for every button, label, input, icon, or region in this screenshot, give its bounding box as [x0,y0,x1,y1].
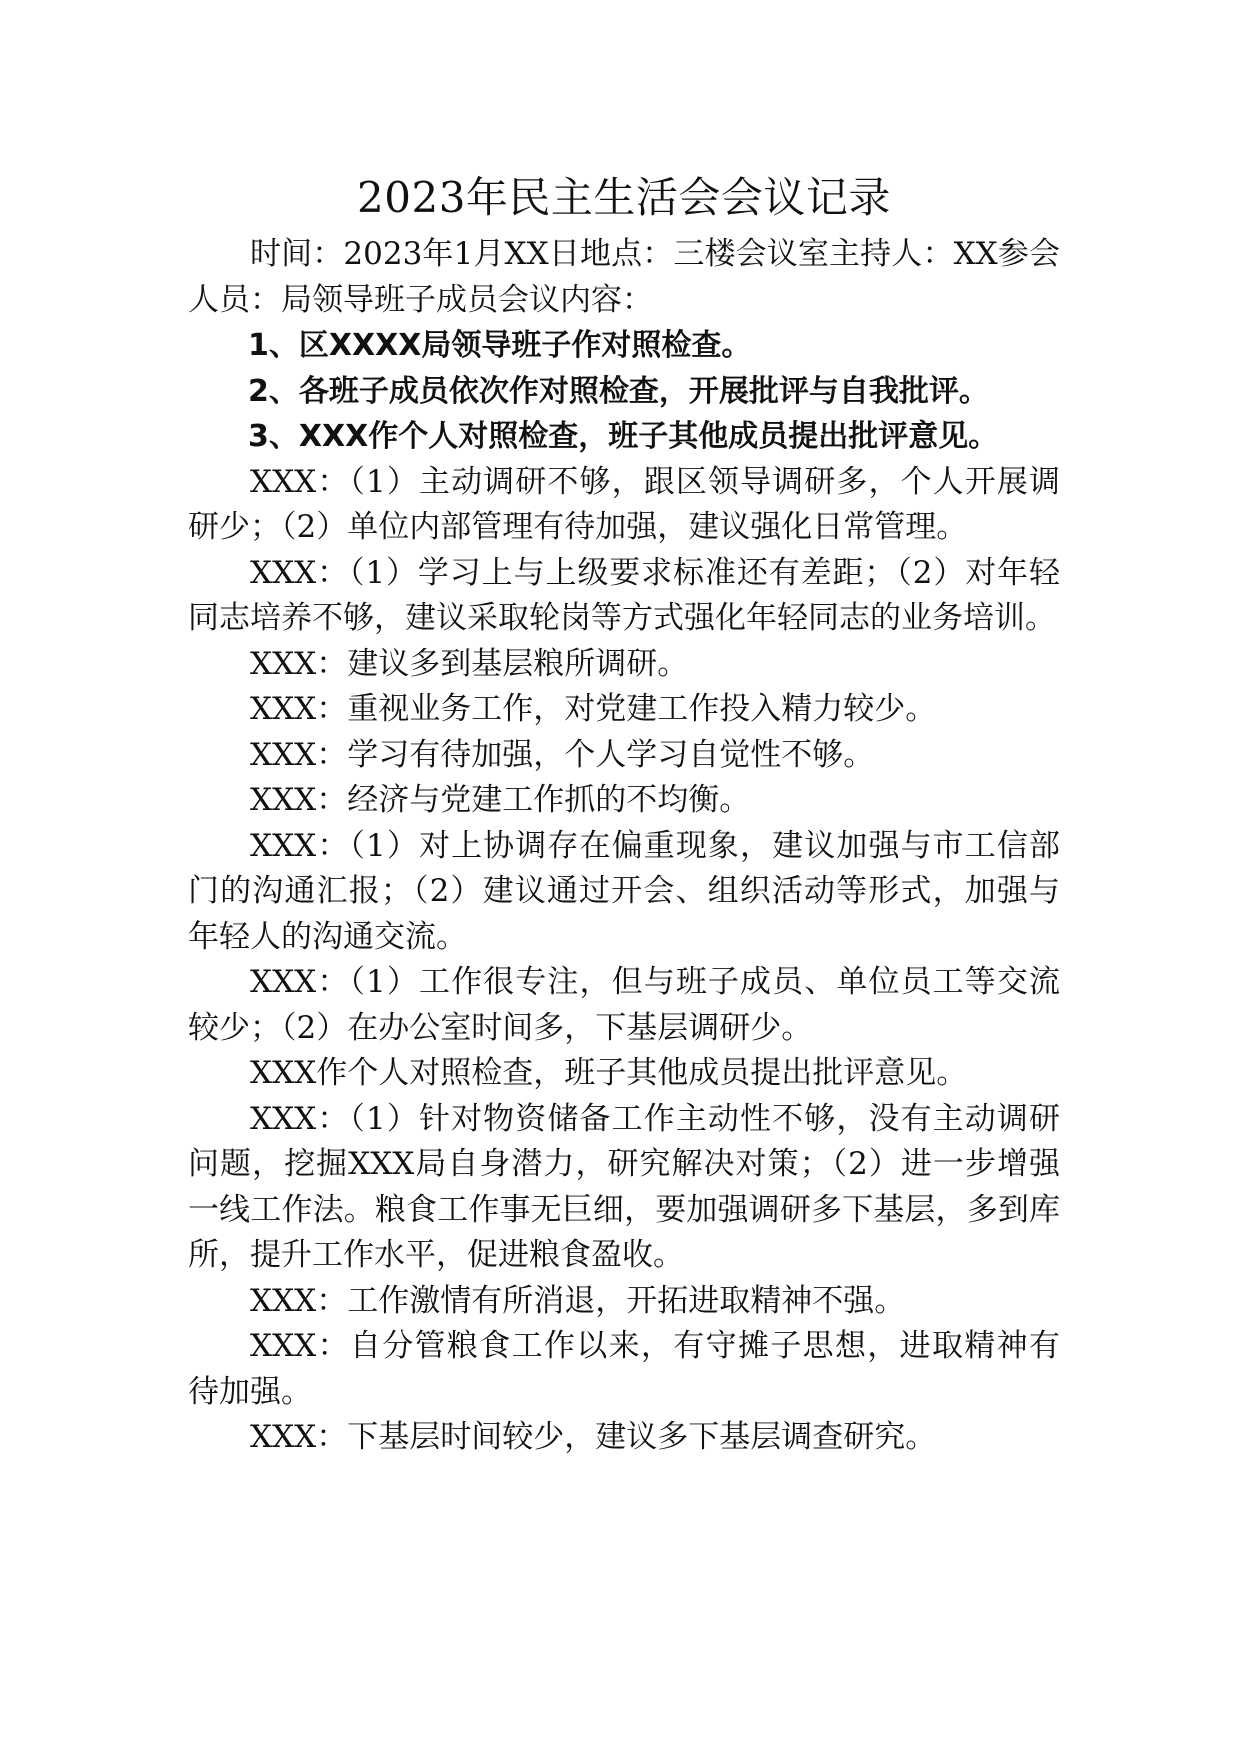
comment-paragraph: XXX：（1）学习上与上级要求标准还有差距；（2）对年轻同志培养不够，建议采取轮岗等方式强化年轻同志的业务培训。 [188,554,1060,636]
meeting-meta: 时间：2023年1月XX日地点：三楼会议室主持人：XX参会人员：局领导班子成员会议内容： [188,236,1060,318]
section-intro: XXX作个人对照检查，班子其他成员提出批评意见。 [250,1055,968,1091]
comment-paragraph: XXX：（1）工作很专注，但与班子成员、单位员工等交流较少；（2）在办公室时间多，下基层调研少。 [188,964,1060,1046]
comment-paragraph: XXX：经济与党建工作抓的不均衡。 [250,782,751,818]
comment-paragraph: XXX：下基层时间较少，建议多下基层调查研究。 [250,1419,937,1455]
comment-paragraph: XXX：自分管粮食工作以来，有守摊子思想，进取精神有待加强。 [188,1328,1060,1410]
comment-paragraph: XXX：学习有待加强，个人学习自觉性不够。 [250,736,875,773]
comment-paragraph: XXX：建议多到基层粮所调研。 [250,645,689,682]
document-body [188,168,1060,1461]
comment-paragraph: XXX：（1）针对物资储备工作主动性不够，没有主动调研问题，挖掘XXX局自身潜力，研究解决对策；（2）进一步增强一线工作法。粮食工作事无巨细，要加强调研多下基层，多到库所，提升工作水平，促进粮食盈收。 [188,1100,1060,1273]
document-title: 2023年民主生活会会议记录 [357,173,891,222]
comment-paragraph: XXX：（1）对上协调存在偏重现象，建议加强与市工信部门的沟通汇报；（2）建议通过开会、组织活动等形式，加强与年轻人的沟通交流。 [188,827,1060,955]
comment-paragraph: XXX：工作激情有所消退，开拓进取精神不强。 [250,1282,906,1319]
agenda-item: 1、区XXXX局领导班子作对照检查。 [248,328,752,363]
comment-paragraph: XXX：重视业务工作，对党建工作投入精力较少。 [250,691,937,727]
comment-paragraph: XXX：（1）主动调研不够，跟区领导调研多，个人开展调研少；（2）单位内部管理有待加强，建议强化日常管理。 [188,463,1060,545]
agenda-item: 2、各班子成员依次作对照检查，开展批评与自我批评。 [248,373,989,409]
agenda-item: 3、XXX作个人对照检查，班子其他成员提出批评意见。 [248,419,999,454]
